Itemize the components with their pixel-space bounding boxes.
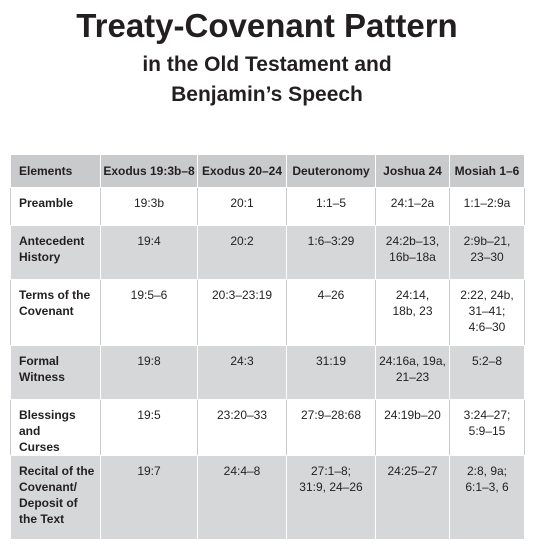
page-subtitle-line-1: in the Old Testament and — [142, 53, 392, 76]
table-cell — [450, 188, 525, 226]
table-cell — [450, 400, 525, 456]
covenant-pattern-table — [10, 154, 525, 540]
header-exodus-19: Exodus 19:3b–8 — [101, 155, 198, 188]
table-cell — [198, 400, 287, 456]
header-elements: Elements — [11, 155, 101, 188]
cell-line: 31:19 — [315, 354, 347, 368]
cell-line: 24:14, — [395, 288, 430, 302]
cell-line: 19:4 — [137, 234, 161, 248]
table-cell — [101, 400, 198, 456]
row-element-label — [11, 400, 101, 456]
cell-line: 21–23 — [395, 370, 430, 384]
cell-line: 23:20–33 — [216, 408, 268, 422]
table-cell — [287, 400, 376, 456]
cell-line: 24:4–8 — [223, 464, 261, 478]
table-cell — [287, 226, 376, 280]
header-deuteronomy: Deuteronomy — [287, 155, 376, 188]
table-row — [11, 188, 525, 226]
table-cell — [287, 346, 376, 400]
cell-line: 3:24–27; — [463, 408, 511, 422]
label-line: Antecedent — [19, 234, 85, 248]
table-cell — [287, 456, 376, 540]
table-cell — [376, 346, 450, 400]
label-line: Recital of the — [19, 464, 95, 478]
cell-line: 24:25–27 — [387, 464, 438, 478]
row-element-label — [11, 346, 101, 400]
table-cell — [376, 456, 450, 540]
cell-line: 24:3 — [230, 354, 254, 368]
cell-line: 31:9, 24–26 — [299, 480, 363, 494]
header-joshua-24: Joshua 24 — [376, 155, 450, 188]
table-cell — [198, 226, 287, 280]
table-row — [11, 346, 525, 400]
cell-line: 2:9b–21, — [463, 234, 511, 248]
table-cell — [287, 280, 376, 346]
table-cell — [198, 280, 287, 346]
cell-line: 20:2 — [230, 234, 254, 248]
cell-line: 5:9–15 — [468, 424, 506, 438]
row-element-label — [11, 226, 101, 280]
cell-line: 24:2b–13, — [385, 234, 440, 248]
table-cell — [101, 456, 198, 540]
cell-line: 4:6–30 — [468, 320, 506, 334]
cell-line: 1:6–3:29 — [307, 234, 355, 248]
label-line: Covenant/ — [19, 480, 78, 494]
table-cell — [376, 400, 450, 456]
table-cell — [450, 280, 525, 346]
cell-line: 24:19b–20 — [384, 408, 441, 422]
table-cell — [450, 346, 525, 400]
table-header-row — [11, 155, 525, 188]
header-mosiah-1-6: Mosiah 1–6 — [450, 155, 525, 188]
cell-line: 24:1–2a — [390, 196, 435, 210]
table-row — [11, 456, 525, 540]
table-cell — [287, 188, 376, 226]
page-subtitle-line-2: Benjamin’s Speech — [171, 83, 363, 106]
cell-line: 20:3–23:19 — [211, 288, 273, 302]
cell-line: 6:1–3, 6 — [465, 480, 509, 494]
table-row — [11, 280, 525, 346]
table-row — [11, 400, 525, 456]
table-cell — [376, 226, 450, 280]
label-line: Formal — [19, 354, 60, 368]
cell-line: 27:1–8; — [310, 464, 352, 478]
label-line: the Text — [19, 512, 65, 526]
table-cell — [376, 188, 450, 226]
page-title: Treaty-Covenant Pattern — [76, 7, 458, 44]
label-line: Covenant — [19, 304, 74, 318]
cell-line: 1:1–5 — [315, 196, 347, 210]
label-line: History — [19, 250, 61, 264]
table-cell — [376, 280, 450, 346]
cell-line: 1:1–2:9a — [463, 196, 511, 210]
table-cell — [101, 188, 198, 226]
cell-line: 27:9–28:68 — [300, 408, 362, 422]
label-line: Preamble — [19, 196, 74, 210]
cell-line: 20:1 — [230, 196, 254, 210]
label-line: Terms of the — [19, 288, 91, 302]
row-element-label — [11, 456, 101, 540]
row-element-label — [11, 188, 101, 226]
cell-line: 19:3b — [133, 196, 165, 210]
cell-line: 2:22, 24b, — [460, 288, 514, 302]
cell-line: 19:7 — [137, 464, 161, 478]
table-cell — [101, 346, 198, 400]
label-line: Blessings and — [19, 408, 76, 438]
header-exodus-20-24: Exodus 20–24 — [198, 155, 287, 188]
label-line: Curses — [19, 440, 60, 454]
table-cell — [450, 456, 525, 540]
table-cell — [198, 188, 287, 226]
table-cell — [101, 280, 198, 346]
cell-line: 19:5–6 — [130, 288, 168, 302]
table-cell — [198, 456, 287, 540]
cell-line: 24:16a, 19a, — [379, 354, 446, 368]
cell-line: 2:8, 9a; — [466, 464, 508, 478]
table-cell — [450, 226, 525, 280]
cell-line: 23–30 — [470, 250, 504, 264]
table-cell — [198, 346, 287, 400]
label-line: Witness — [19, 370, 65, 384]
label-line: Deposit of — [19, 496, 78, 510]
table-cell — [101, 226, 198, 280]
table-row — [11, 226, 525, 280]
cell-line: 31–41; — [468, 304, 506, 318]
cell-line: 16b–18a — [389, 250, 436, 264]
row-element-label — [11, 280, 101, 346]
cell-line: 4–26 — [317, 288, 345, 302]
cell-line: 19:8 — [137, 354, 161, 368]
cell-line: 18b, 23 — [392, 304, 433, 318]
cell-line: 19:5 — [137, 408, 161, 422]
cell-line: 5:2–8 — [471, 354, 503, 368]
